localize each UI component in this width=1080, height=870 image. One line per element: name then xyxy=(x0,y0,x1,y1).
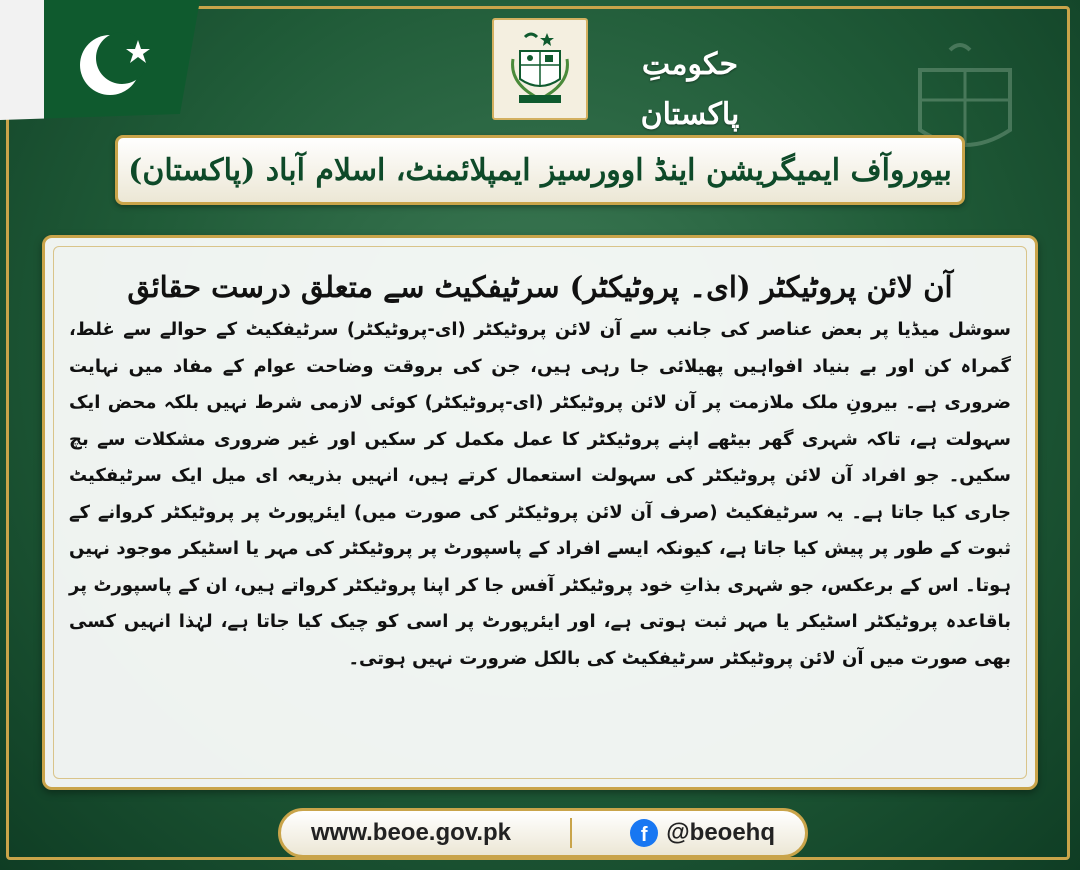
state-emblem xyxy=(492,18,588,120)
footer-divider xyxy=(570,818,572,848)
bureau-name: بیوروآف ایمیگریشن اینڈ اوورسیز ایمپلائمنٹ، اسلام آباد (پاکستان) xyxy=(128,152,952,188)
notice-body: سوشل میڈیا پر بعض عناصر کی جانب سے آن لائن پروٹیکٹر (ای-پروٹیکٹر) سرٹیفکیٹ کے حوالے سے غلط، گمراہ کن اور بے بنیاد افواہیں پھیلائی جا رہی ہیں، جن کی بروقت وضاحت عوام کے مفاد میں نہایت ضروری ہے۔ بیرونِ ملک ملازمت پر آن لائن پروٹیکٹر (ای-پروٹیکٹر) کوئی لازمی شرط نہیں بلکہ محض ایک سہولت ہے، تاکہ شہری گھر بیٹھے اپنے پروٹیکٹر کا عمل مکمل کر سکیں اور غیر ضروری مشکلات سے بچ سکیں۔ جو افراد آن لائن پروٹیکٹر کی سہولت استعمال کرتے ہیں، انہیں بذریعہ ای میل ایک سرٹیفکیٹ جاری کیا جاتا ہے۔ یہ سرٹیفکیٹ (صرف آن لائن پروٹیکٹر کی صورت میں) ایئرپورٹ پر پروٹیکٹر کروانے کے ثبوت کے طور پر پیش کیا جاتا ہے، کیونکہ ایسے افراد کے پاسپورٹ پر پروٹیکٹر کی مہر یا اسٹیکر موجود نہیں ہوتا۔ اس کے برعکس، جو شہری بذاتِ خود پروٹیکٹر آفس جا کر اپنا پروٹیکٹر کرواتے ہیں، ان کے پاسپورٹ پر باقاعدہ پروٹیکٹر اسٹیکر یا مہر ثبت ہوتی ہے، اور ایئرپورٹ پر اسی کو چیک کیا جاتا ہے، لہٰذا انہیں کسی بھی صورت میں آن لائن پروٹیکٹر سرٹیفکیٹ کی بالکل ضرورت نہیں ہوتی۔ xyxy=(69,319,1011,669)
bureau-banner xyxy=(115,135,965,205)
government-title: حکومتِ پاکستان xyxy=(640,47,740,132)
notice-headline: آن لائن پروٹیکٹر (ای۔ پروٹیکٹر) سرٹیفکیٹ سے متعلق درست حقائق xyxy=(127,270,953,304)
social-link[interactable] xyxy=(630,819,775,847)
pakistan-flag xyxy=(0,0,200,120)
crescent-star-icon xyxy=(60,20,170,100)
notice-panel xyxy=(42,235,1038,790)
social-handle: @beoehq xyxy=(666,819,775,846)
website-link[interactable]: www.beoe.gov.pk xyxy=(311,819,512,846)
footer-bar xyxy=(278,808,808,858)
emblem-icon xyxy=(505,29,575,109)
facebook-icon: f xyxy=(630,819,658,847)
